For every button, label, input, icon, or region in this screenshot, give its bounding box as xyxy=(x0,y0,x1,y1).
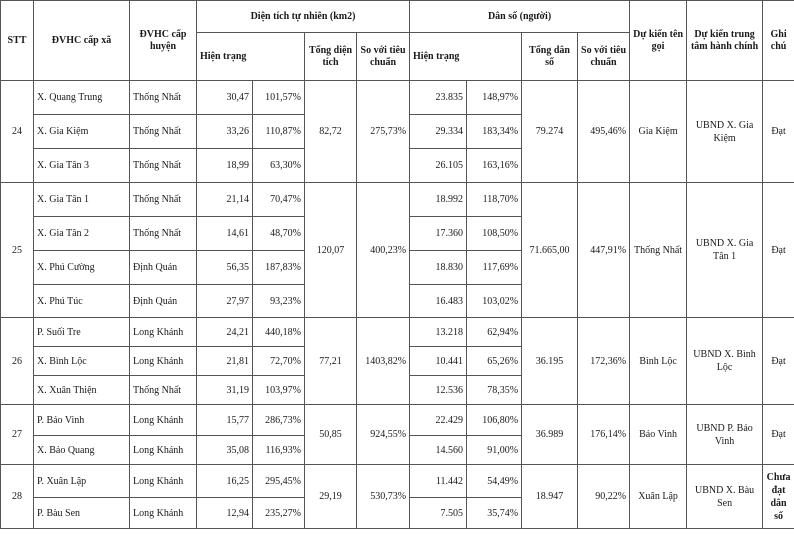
cell-huyen: Thống Nhất xyxy=(130,149,197,183)
cell-trung-tam: UBND X. Bàu Sen xyxy=(687,465,763,529)
cell-dt: 35,08 xyxy=(197,436,253,465)
cell-ds-pct: 91,00% xyxy=(467,436,522,465)
table-row xyxy=(1,183,794,217)
cell-tong-dien-tich: 77,21 xyxy=(305,318,357,405)
cell-xa: X. Gia Kiệm xyxy=(34,115,130,149)
cell-xa: X. Xuân Thiện xyxy=(34,376,130,405)
cell-xa: X. Bảo Quang xyxy=(34,436,130,465)
cell-ds: 13.218 xyxy=(410,318,467,347)
cell-ghi-chu: Đạt xyxy=(763,318,794,405)
cell-stt: 27 xyxy=(1,405,34,465)
cell-dt: 33,26 xyxy=(197,115,253,149)
cell-dt-pct: 286,73% xyxy=(253,405,305,436)
cell-huyen: Long Khánh xyxy=(130,347,197,376)
cell-dt-pct: 63,30% xyxy=(253,149,305,183)
cell-ghi-chu: Chưa đạt dân số xyxy=(763,465,794,529)
cell-dt-pct: 72,70% xyxy=(253,347,305,376)
header-ghi-chu: Ghi chú xyxy=(763,1,794,81)
cell-dt-pct: 440,18% xyxy=(253,318,305,347)
cell-dt-pct: 235,27% xyxy=(253,498,305,529)
cell-ten: Bảo Vinh xyxy=(630,405,687,465)
cell-huyen: Long Khánh xyxy=(130,436,197,465)
cell-dt: 30,47 xyxy=(197,81,253,115)
cell-tong-dien-tich: 50,85 xyxy=(305,405,357,465)
cell-dt: 12,94 xyxy=(197,498,253,529)
cell-ds-pct: 118,70% xyxy=(467,183,522,217)
cell-dt: 31,19 xyxy=(197,376,253,405)
cell-dt-so-voi: 275,73% xyxy=(357,81,410,183)
cell-dt: 21,14 xyxy=(197,183,253,217)
cell-huyen: Định Quán xyxy=(130,285,197,318)
cell-dt: 18,99 xyxy=(197,149,253,183)
cell-ds-pct: 106,80% xyxy=(467,405,522,436)
cell-xa: X. Phú Túc xyxy=(34,285,130,318)
cell-ds: 29.334 xyxy=(410,115,467,149)
cell-ds-pct: 35,74% xyxy=(467,498,522,529)
cell-tong-dan-so: 36.195 xyxy=(522,318,578,405)
cell-huyen: Thống Nhất xyxy=(130,81,197,115)
cell-dt: 24,21 xyxy=(197,318,253,347)
cell-trung-tam: UBND P. Bảo Vinh xyxy=(687,405,763,465)
cell-tong-dien-tich: 120,07 xyxy=(305,183,357,318)
table-body xyxy=(1,81,794,529)
cell-dt: 56,35 xyxy=(197,251,253,285)
cell-xa: P. Bàu Sen xyxy=(34,498,130,529)
header-dt-hien-trang: Hiện trạng xyxy=(197,33,305,81)
cell-ds-pct: 108,50% xyxy=(467,217,522,251)
cell-huyen: Long Khánh xyxy=(130,318,197,347)
table-row xyxy=(1,465,794,498)
cell-ds-pct: 183,34% xyxy=(467,115,522,149)
cell-stt: 25 xyxy=(1,183,34,318)
cell-xa: X. Phú Cường xyxy=(34,251,130,285)
cell-dt: 21,81 xyxy=(197,347,253,376)
cell-dt-pct: 70,47% xyxy=(253,183,305,217)
cell-ten: Thống Nhất xyxy=(630,183,687,318)
cell-ds: 14.560 xyxy=(410,436,467,465)
cell-dt-so-voi: 400,23% xyxy=(357,183,410,318)
cell-xa: X. Quang Trung xyxy=(34,81,130,115)
cell-ghi-chu: Đạt xyxy=(763,81,794,183)
cell-ds-pct: 103,02% xyxy=(467,285,522,318)
cell-ds-pct: 54,49% xyxy=(467,465,522,498)
cell-ds: 23.835 xyxy=(410,81,467,115)
cell-ds-pct: 62,94% xyxy=(467,318,522,347)
cell-tong-dan-so: 79.274 xyxy=(522,81,578,183)
cell-xa: P. Suối Tre xyxy=(34,318,130,347)
cell-ds-so-voi: 172,36% xyxy=(578,318,630,405)
cell-ds-pct: 148,97% xyxy=(467,81,522,115)
table-row xyxy=(1,318,794,347)
cell-xa: X. Bình Lộc xyxy=(34,347,130,376)
cell-ds-so-voi: 495,46% xyxy=(578,81,630,183)
cell-dt-pct: 93,23% xyxy=(253,285,305,318)
header-ds-so-voi: So với tiêu chuẩn xyxy=(578,33,630,81)
cell-ghi-chu: Đạt xyxy=(763,405,794,465)
cell-huyen: Long Khánh xyxy=(130,405,197,436)
cell-xa: P. Bảo Vinh xyxy=(34,405,130,436)
cell-huyen: Long Khánh xyxy=(130,465,197,498)
cell-ds: 7.505 xyxy=(410,498,467,529)
cell-stt: 28 xyxy=(1,465,34,529)
header-tong-dien-tich: Tổng diện tích xyxy=(305,33,357,81)
header-ds-hien-trang: Hiện trạng xyxy=(410,33,522,81)
table-row xyxy=(1,405,794,436)
cell-huyen: Thống Nhất xyxy=(130,376,197,405)
cell-xa: X. Gia Tân 2 xyxy=(34,217,130,251)
cell-ds-pct: 163,16% xyxy=(467,149,522,183)
header-dan-so: Dân số (người) xyxy=(410,1,630,33)
cell-trung-tam: UBND X. Gia Kiệm xyxy=(687,81,763,183)
header-dt-so-voi: So với tiêu chuẩn xyxy=(357,33,410,81)
cell-huyen: Long Khánh xyxy=(130,498,197,529)
cell-ds: 26.105 xyxy=(410,149,467,183)
cell-dt-pct: 187,83% xyxy=(253,251,305,285)
header-dvhc-xa: ĐVHC cấp xã xyxy=(34,1,130,81)
cell-tong-dan-so: 18.947 xyxy=(522,465,578,529)
header-dien-tich: Diện tích tự nhiên (km2) xyxy=(197,1,410,33)
cell-trung-tam: UBND X. Gia Tân 1 xyxy=(687,183,763,318)
cell-ds-pct: 117,69% xyxy=(467,251,522,285)
cell-dt-pct: 103,97% xyxy=(253,376,305,405)
cell-xa: X. Gia Tân 3 xyxy=(34,149,130,183)
cell-ds: 12.536 xyxy=(410,376,467,405)
cell-ds-pct: 78,35% xyxy=(467,376,522,405)
cell-ds: 17.360 xyxy=(410,217,467,251)
cell-dt: 15,77 xyxy=(197,405,253,436)
cell-tong-dan-so: 36.989 xyxy=(522,405,578,465)
cell-ten: Bình Lộc xyxy=(630,318,687,405)
cell-huyen: Thống Nhất xyxy=(130,217,197,251)
cell-tong-dien-tich: 82,72 xyxy=(305,81,357,183)
cell-trung-tam: UBND X. Bình Lộc xyxy=(687,318,763,405)
cell-ds: 18.830 xyxy=(410,251,467,285)
cell-huyen: Định Quán xyxy=(130,251,197,285)
cell-dt-so-voi: 1403,82% xyxy=(357,318,410,405)
cell-ds: 22.429 xyxy=(410,405,467,436)
header-du-kien-trung-tam: Dự kiến trung tâm hành chính xyxy=(687,1,763,81)
cell-stt: 26 xyxy=(1,318,34,405)
cell-dt-pct: 110,87% xyxy=(253,115,305,149)
cell-dt-so-voi: 530,73% xyxy=(357,465,410,529)
cell-ten: Xuân Lập xyxy=(630,465,687,529)
cell-dt-pct: 101,57% xyxy=(253,81,305,115)
cell-ghi-chu: Đạt xyxy=(763,183,794,318)
cell-dt-pct: 116,93% xyxy=(253,436,305,465)
header-stt: STT xyxy=(1,1,34,81)
cell-ds-so-voi: 90,22% xyxy=(578,465,630,529)
cell-xa: P. Xuân Lập xyxy=(34,465,130,498)
cell-dt-pct: 295,45% xyxy=(253,465,305,498)
header-du-kien-ten: Dự kiến tên gọi xyxy=(630,1,687,81)
cell-xa: X. Gia Tân 1 xyxy=(34,183,130,217)
cell-stt: 24 xyxy=(1,81,34,183)
cell-dt: 27,97 xyxy=(197,285,253,318)
cell-ds-so-voi: 176,14% xyxy=(578,405,630,465)
cell-ds: 11.442 xyxy=(410,465,467,498)
cell-ds: 16.483 xyxy=(410,285,467,318)
cell-ds-so-voi: 447,91% xyxy=(578,183,630,318)
cell-dt-pct: 48,70% xyxy=(253,217,305,251)
table-row xyxy=(1,81,794,115)
cell-tong-dan-so: 71.665,00 xyxy=(522,183,578,318)
cell-dt: 16,25 xyxy=(197,465,253,498)
cell-ds: 10.441 xyxy=(410,347,467,376)
header-dvhc-huyen: ĐVHC cấp huyện xyxy=(130,1,197,81)
cell-tong-dien-tich: 29,19 xyxy=(305,465,357,529)
cell-huyen: Thống Nhất xyxy=(130,183,197,217)
cell-huyen: Thống Nhất xyxy=(130,115,197,149)
cell-ds: 18.992 xyxy=(410,183,467,217)
header-tong-dan-so: Tổng dân số xyxy=(522,33,578,81)
cell-dt: 14,61 xyxy=(197,217,253,251)
cell-ds-pct: 65,26% xyxy=(467,347,522,376)
cell-ten: Gia Kiệm xyxy=(630,81,687,183)
cell-dt-so-voi: 924,55% xyxy=(357,405,410,465)
